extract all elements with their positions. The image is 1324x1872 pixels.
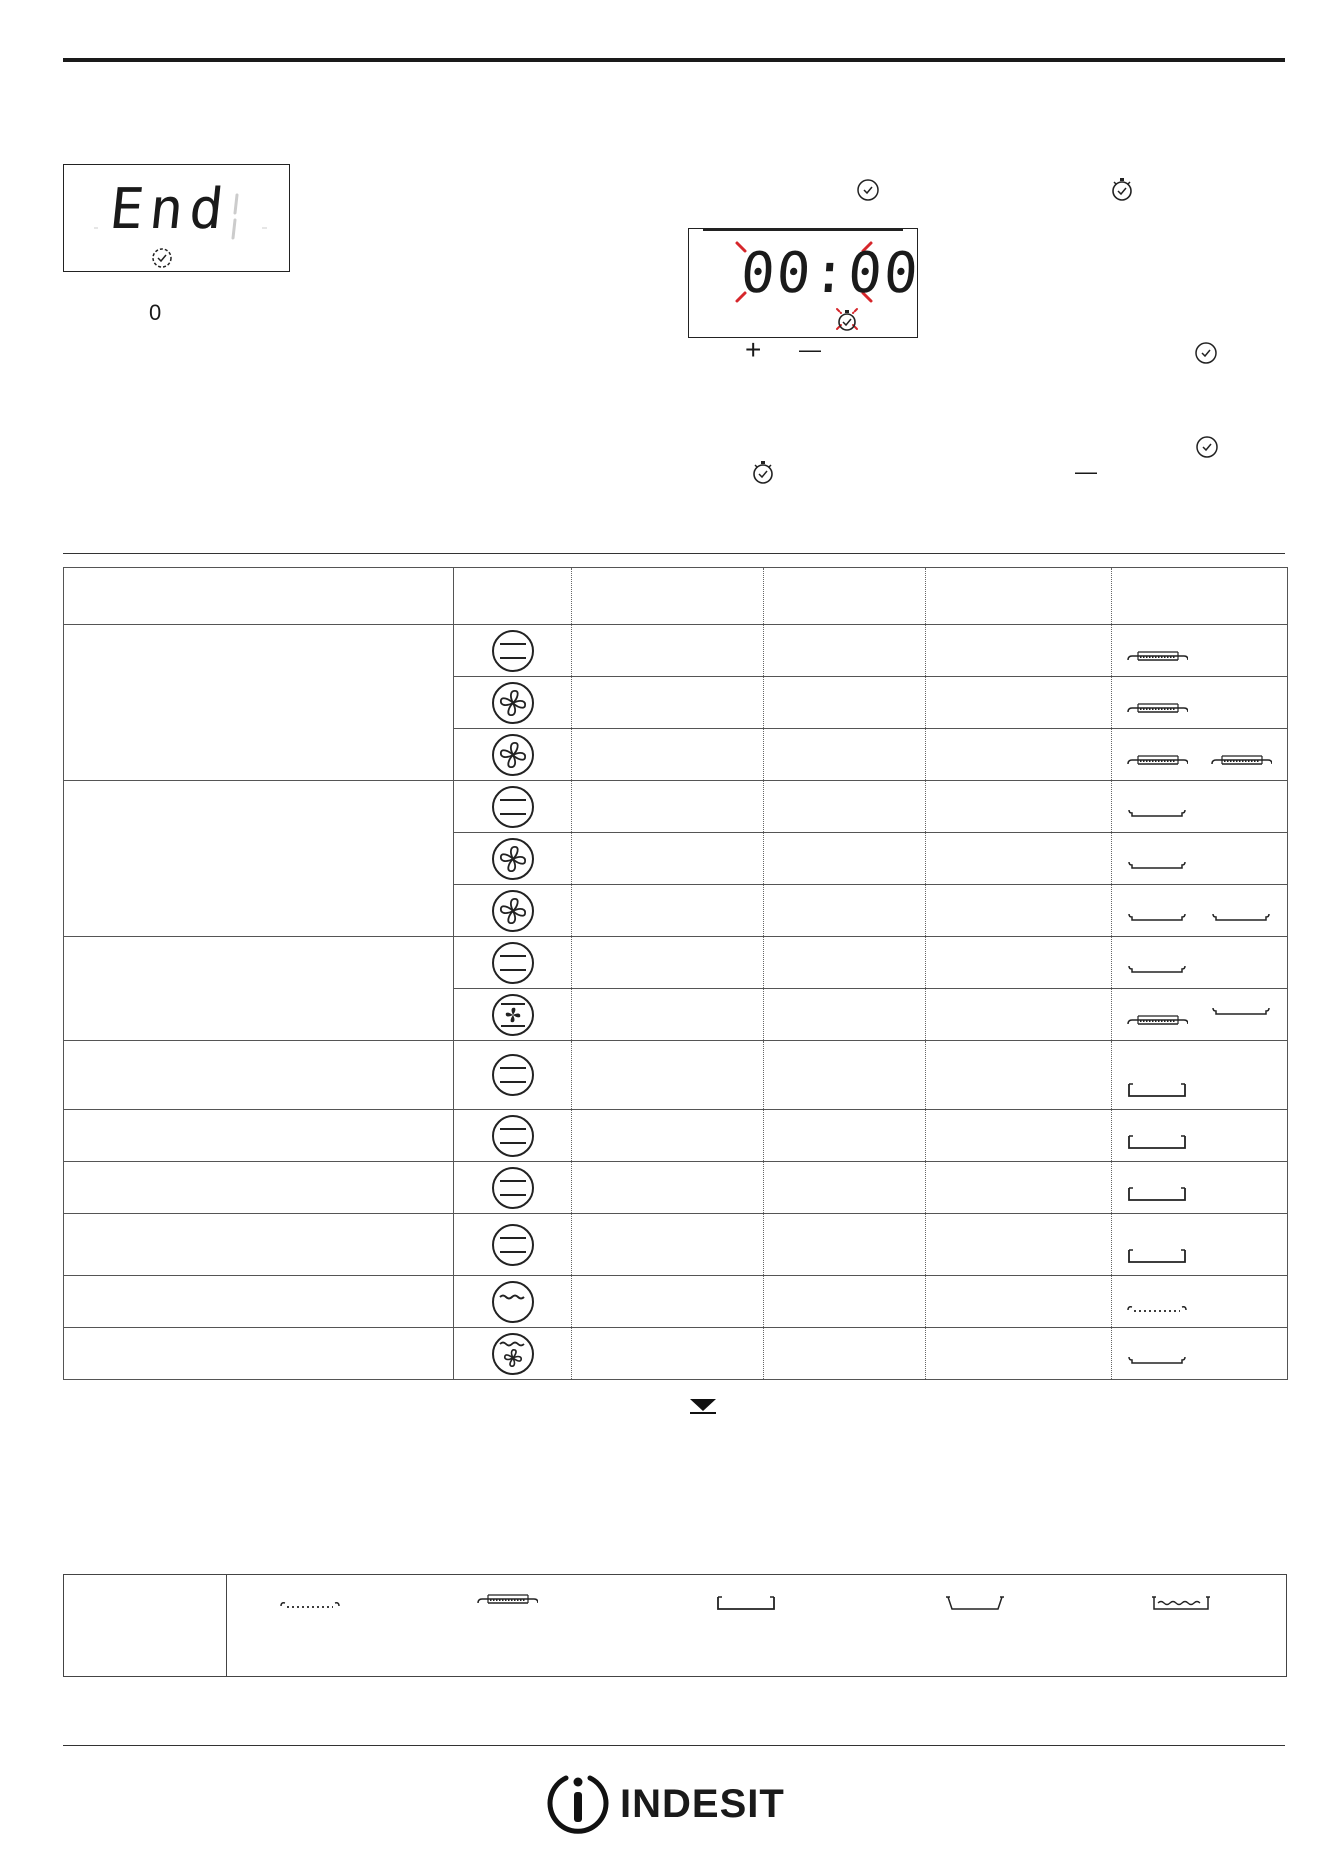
time-cell	[926, 1328, 1112, 1380]
temp-cell	[764, 989, 926, 1041]
food-cell	[64, 1041, 454, 1110]
accessory-cell	[1112, 937, 1288, 989]
temp-cell	[764, 937, 926, 989]
grid-tray-icon	[476, 1593, 538, 1612]
grid-tray-icon	[1126, 753, 1188, 774]
table-row	[64, 1162, 1288, 1214]
footer-rule	[63, 1745, 1285, 1746]
grid-tray-icon	[1126, 649, 1188, 670]
time-cell	[926, 885, 1112, 937]
conventional-icon	[491, 1053, 535, 1097]
table-row	[64, 1214, 1288, 1276]
accessory-cell	[1112, 781, 1288, 833]
baking-tray-icon	[1126, 961, 1188, 982]
pre-cell	[572, 729, 764, 781]
pre-cell	[572, 1276, 764, 1328]
timer-display	[688, 228, 922, 338]
baking-tray-icon	[715, 1595, 777, 1616]
accessory-cell	[1112, 989, 1288, 1041]
accessory-cell	[1112, 1214, 1288, 1276]
table-row	[64, 937, 1288, 989]
temp-cell	[764, 781, 926, 833]
temp-cell	[764, 1276, 926, 1328]
temp-cell	[764, 885, 926, 937]
fan-grill-icon	[491, 993, 535, 1037]
pre-cell	[572, 989, 764, 1041]
function-cell	[454, 1214, 572, 1276]
table-row	[64, 781, 1288, 833]
accessory-cell	[1112, 1162, 1288, 1214]
baking-tray-icon	[1210, 909, 1272, 930]
function-cell	[454, 937, 572, 989]
grid-tray-icon	[1126, 1013, 1188, 1034]
function-cell	[454, 885, 572, 937]
function-cell	[454, 1328, 572, 1380]
pre-cell	[572, 885, 764, 937]
temp-cell	[764, 833, 926, 885]
accessory-cell	[1112, 1041, 1288, 1110]
conventional-icon	[491, 941, 535, 985]
accessory-cell	[1112, 1328, 1288, 1380]
table-header-row	[64, 568, 1288, 625]
function-cell	[454, 989, 572, 1041]
clock-icon	[1195, 435, 1219, 464]
table-row	[64, 1041, 1288, 1110]
pre-cell	[572, 1041, 764, 1110]
food-cell	[64, 1276, 454, 1328]
time-cell	[926, 677, 1112, 729]
conventional-icon	[491, 629, 535, 673]
temp-cell	[764, 1328, 926, 1380]
header-cell	[1112, 568, 1288, 625]
header-rule	[63, 58, 1285, 62]
time-cell	[926, 989, 1112, 1041]
baking-tray-icon	[1126, 857, 1188, 878]
pre-cell	[572, 1162, 764, 1214]
baking-tray-icon	[1126, 909, 1188, 930]
accessory-cell	[1112, 885, 1288, 937]
food-cell	[64, 1110, 454, 1162]
wire-shelf-icon	[1126, 1300, 1188, 1321]
timer-display-text: 00:00	[738, 241, 922, 306]
minus-label: —	[799, 337, 821, 362]
accessory-cell	[1112, 625, 1288, 677]
header-cell	[454, 568, 572, 625]
accessory-cell	[1112, 1276, 1288, 1328]
header-cell	[572, 568, 764, 625]
grill-icon	[491, 1280, 535, 1324]
function-cell	[454, 1276, 572, 1328]
fan-icon	[491, 889, 535, 933]
fan-icon	[491, 837, 535, 881]
time-cell	[926, 937, 1112, 989]
food-cell	[64, 625, 454, 781]
brand-name: INDESIT	[620, 1782, 785, 1826]
accessory-cell	[1112, 1110, 1288, 1162]
conventional-icon	[491, 785, 535, 829]
function-cell	[454, 1110, 572, 1162]
cake-tin-icon	[944, 1595, 1006, 1616]
time-cell	[926, 1110, 1112, 1162]
section-rule	[63, 553, 1285, 554]
pre-cell	[572, 1110, 764, 1162]
baking-tray-icon	[1126, 805, 1188, 826]
pre-cell	[572, 1328, 764, 1380]
temp-cell	[764, 677, 926, 729]
deep-pan-icon	[1126, 1082, 1188, 1103]
pre-cell	[572, 677, 764, 729]
time-cell	[926, 1214, 1112, 1276]
time-cell	[926, 781, 1112, 833]
cooking-table	[63, 567, 1288, 1380]
food-cell	[64, 1162, 454, 1214]
time-cell	[926, 833, 1112, 885]
table-row	[64, 1328, 1288, 1380]
baking-tray-icon	[1210, 1003, 1272, 1024]
temp-cell	[764, 1110, 926, 1162]
time-cell	[926, 1162, 1112, 1214]
end-display-text: End	[106, 177, 233, 242]
accessories-legend	[63, 1574, 1287, 1677]
temp-cell	[764, 1162, 926, 1214]
function-cell	[454, 625, 572, 677]
brand-logo-icon	[544, 1768, 612, 1836]
pre-cell	[572, 1214, 764, 1276]
zero-label: 0	[149, 300, 162, 325]
conventional-icon	[491, 1166, 535, 1210]
timer-icon	[751, 459, 775, 490]
function-cell	[454, 833, 572, 885]
turbo-grill-icon	[491, 1332, 535, 1376]
timer-icon	[1110, 176, 1134, 207]
time-cell	[926, 625, 1112, 677]
temp-cell	[764, 729, 926, 781]
temp-cell	[764, 625, 926, 677]
drip-tray-water-icon	[1150, 1595, 1212, 1616]
food-cell	[64, 937, 454, 1041]
wire-shelf-icon	[279, 1597, 341, 1616]
clock-icon	[151, 247, 173, 274]
plus-label: +	[745, 334, 762, 365]
conventional-icon	[491, 1114, 535, 1158]
end-display	[63, 164, 290, 272]
grid-tray-icon	[1126, 701, 1188, 722]
clock-icon	[1194, 341, 1218, 370]
deep-pan-icon	[1126, 1134, 1188, 1155]
accessory-cell	[1112, 833, 1288, 885]
pre-cell	[572, 937, 764, 989]
pre-cell	[572, 625, 764, 677]
food-cell	[64, 1214, 454, 1276]
timer-icon	[835, 309, 859, 338]
fan-icon	[491, 681, 535, 725]
accessory-cell	[1112, 729, 1288, 781]
function-cell	[454, 729, 572, 781]
pre-cell	[572, 781, 764, 833]
function-cell	[454, 781, 572, 833]
header-cell	[64, 568, 454, 625]
function-cell	[454, 1162, 572, 1214]
food-cell	[64, 1328, 454, 1380]
time-cell	[926, 1041, 1112, 1110]
deep-pan-icon	[1126, 1248, 1188, 1269]
header-cell	[926, 568, 1112, 625]
clock-icon	[856, 178, 880, 207]
baking-tray-icon	[1126, 1352, 1188, 1373]
minus-label: —	[1075, 459, 1097, 484]
header-cell	[764, 568, 926, 625]
food-cell	[64, 781, 454, 937]
accessory-cell	[1112, 677, 1288, 729]
fan-icon	[491, 733, 535, 777]
temp-cell	[764, 1041, 926, 1110]
grid-tray-icon	[1210, 753, 1272, 774]
table-row	[64, 1110, 1288, 1162]
function-cell	[454, 677, 572, 729]
deep-pan-icon	[1126, 1186, 1188, 1207]
table-row	[64, 625, 1288, 677]
time-cell	[926, 1276, 1112, 1328]
conventional-icon	[491, 1223, 535, 1267]
function-cell	[454, 1041, 572, 1110]
pre-cell	[572, 833, 764, 885]
temp-cell	[764, 1214, 926, 1276]
legend-divider	[226, 1575, 227, 1676]
time-cell	[926, 729, 1112, 781]
arrow-down-icon	[688, 1397, 718, 1420]
table-row	[64, 1276, 1288, 1328]
